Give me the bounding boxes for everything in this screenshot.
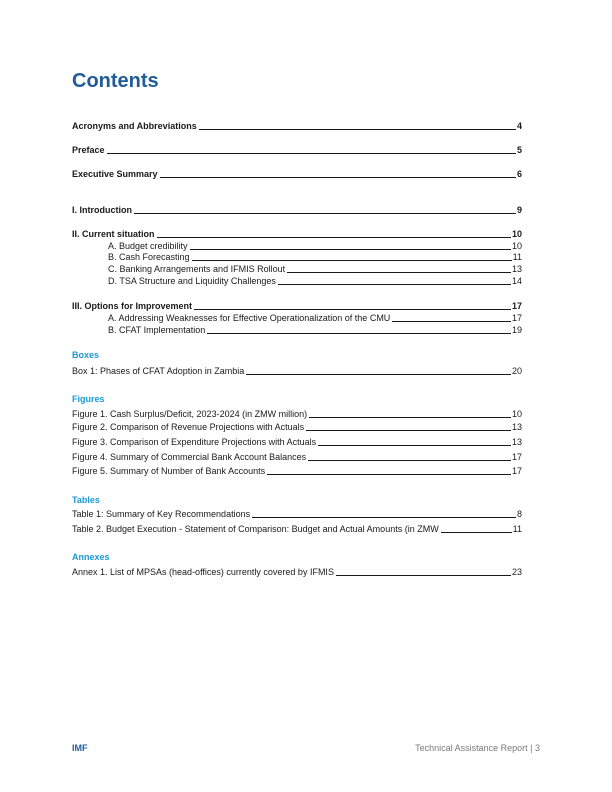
- toc-entry-label: Acronyms and Abbreviations: [72, 121, 197, 131]
- page-title: Contents: [72, 70, 159, 92]
- toc-entry-page: 10: [511, 229, 522, 239]
- toc-leader: [160, 177, 516, 178]
- toc-entry-figure-5[interactable]: [72, 466, 522, 477]
- toc-entry-page: 4: [516, 121, 522, 131]
- toc-entry-label: Figure 2. Comparison of Revenue Projections with Actuals: [72, 422, 305, 432]
- toc-leader: [194, 309, 511, 310]
- footer-page-label: Technical Assistance Report | 3: [415, 743, 540, 753]
- toc-entry-label: B. CFAT Implementation: [108, 325, 206, 335]
- toc-entry-figure-4[interactable]: [72, 452, 522, 463]
- toc-entry-table-1[interactable]: [72, 509, 522, 520]
- footer-logo-imf: IMF: [72, 743, 88, 753]
- toc-entry-page: 13: [511, 264, 522, 274]
- toc-entry-page: 5: [516, 145, 522, 155]
- figures-heading: Figures: [72, 394, 105, 404]
- toc-entry-figure-1[interactable]: [72, 409, 522, 420]
- toc-leader: [306, 430, 511, 431]
- toc-entry-label: C. Banking Arrangements and IFMIS Rollout: [108, 264, 286, 274]
- toc-entry-label: Table 1: Summary of Key Recommendations: [72, 509, 251, 519]
- toc-entry-addressing-weaknesses[interactable]: [108, 313, 522, 324]
- toc-entry-page: 19: [511, 325, 522, 335]
- toc-leader: [107, 153, 516, 154]
- toc-entry-page: 13: [511, 437, 522, 447]
- toc-entry-label: Preface: [72, 145, 105, 155]
- toc-entry-page: 11: [512, 252, 522, 262]
- toc-entry-label: Annex 1. List of MPSAs (head-offices) currently covered by IFMIS: [72, 567, 334, 577]
- toc-entry-page: 17: [511, 313, 522, 323]
- toc-entry-page: 13: [511, 422, 522, 432]
- toc-entry-current-situation[interactable]: [72, 229, 522, 240]
- toc-entry-tsa-structure[interactable]: [108, 276, 522, 287]
- toc-entry-label: II. Current situation: [72, 229, 155, 239]
- toc-entry-label: A. Budget credibility: [108, 241, 188, 251]
- toc-leader: [309, 417, 511, 418]
- toc-entry-label: Executive Summary: [72, 169, 158, 179]
- toc-entry-page: 20: [511, 366, 522, 376]
- toc-leader: [157, 237, 511, 238]
- toc-entry-figure-2[interactable]: [72, 422, 522, 433]
- toc-entry-label: Box 1: Phases of CFAT Adoption in Zambia: [72, 366, 245, 376]
- toc-entry-label: D. TSA Structure and Liquidity Challenges: [108, 276, 276, 286]
- toc-leader: [134, 213, 516, 214]
- toc-entry-cash-forecasting[interactable]: [108, 252, 522, 263]
- annexes-heading: Annexes: [72, 552, 110, 562]
- toc-entry-page: 9: [516, 205, 522, 215]
- toc-entry-page: 11: [512, 524, 522, 534]
- toc-entry-page: 6: [516, 169, 522, 179]
- toc-leader: [441, 532, 512, 533]
- toc-entry-preface[interactable]: [72, 145, 522, 156]
- toc-entry-box-1[interactable]: [72, 366, 522, 377]
- toc-leader: [336, 575, 511, 576]
- toc-leader: [267, 474, 511, 475]
- toc-entry-label: Figure 5. Summary of Number of Bank Accounts: [72, 466, 266, 476]
- toc-entry-label: A. Addressing Weaknesses for Effective Operationalization of the CMU: [108, 313, 391, 323]
- toc-entry-annex-1[interactable]: [72, 567, 522, 578]
- toc-entry-label: B. Cash Forecasting: [108, 252, 190, 262]
- toc-leader: [192, 260, 512, 261]
- toc-entry-table-2[interactable]: [72, 524, 522, 535]
- toc-entry-page: 17: [511, 301, 522, 311]
- boxes-heading: Boxes: [72, 350, 100, 360]
- toc-entry-cfat-implementation[interactable]: [108, 325, 522, 336]
- toc-entry-banking-arrangements[interactable]: [108, 264, 522, 275]
- toc-leader: [207, 333, 511, 334]
- toc-entry-page: 10: [511, 241, 522, 251]
- toc-entry-label: I. Introduction: [72, 205, 132, 215]
- toc-leader: [190, 249, 511, 250]
- toc-leader: [308, 460, 511, 461]
- toc-leader: [246, 374, 511, 375]
- toc-leader: [278, 284, 511, 285]
- toc-entry-executive-summary[interactable]: [72, 169, 522, 180]
- tables-heading: Tables: [72, 495, 100, 505]
- toc-entry-label: Table 2. Budget Execution - Statement of Comparison: Budget and Actual Amounts (in ZMW: [72, 524, 439, 534]
- toc-leader: [252, 517, 516, 518]
- toc-entry-page: 8: [516, 509, 522, 519]
- toc-entry-page: 17: [511, 452, 522, 462]
- toc-entry-page: 10: [511, 409, 522, 419]
- toc-entry-label: Figure 4. Summary of Commercial Bank Account Balances: [72, 452, 307, 462]
- toc-leader: [199, 129, 516, 130]
- toc-entry-acronyms[interactable]: [72, 121, 522, 132]
- toc-entry-label: III. Options for Improvement: [72, 301, 193, 311]
- toc-entry-budget-credibility[interactable]: [108, 241, 522, 252]
- toc-entry-page: 17: [511, 466, 522, 476]
- toc-leader: [392, 321, 511, 322]
- toc-entry-label: Figure 1. Cash Surplus/Deficit, 2023-2024 (in ZMW million): [72, 409, 308, 419]
- toc-entry-label: Figure 3. Comparison of Expenditure Projections with Actuals: [72, 437, 317, 447]
- toc-leader: [318, 445, 511, 446]
- toc-entry-figure-3[interactable]: [72, 437, 522, 448]
- toc-entry-options-improvement[interactable]: [72, 301, 522, 312]
- toc-entry-page: 23: [511, 567, 522, 577]
- toc-leader: [287, 272, 511, 273]
- toc-entry-page: 14: [511, 276, 522, 286]
- toc-entry-introduction[interactable]: [72, 205, 522, 216]
